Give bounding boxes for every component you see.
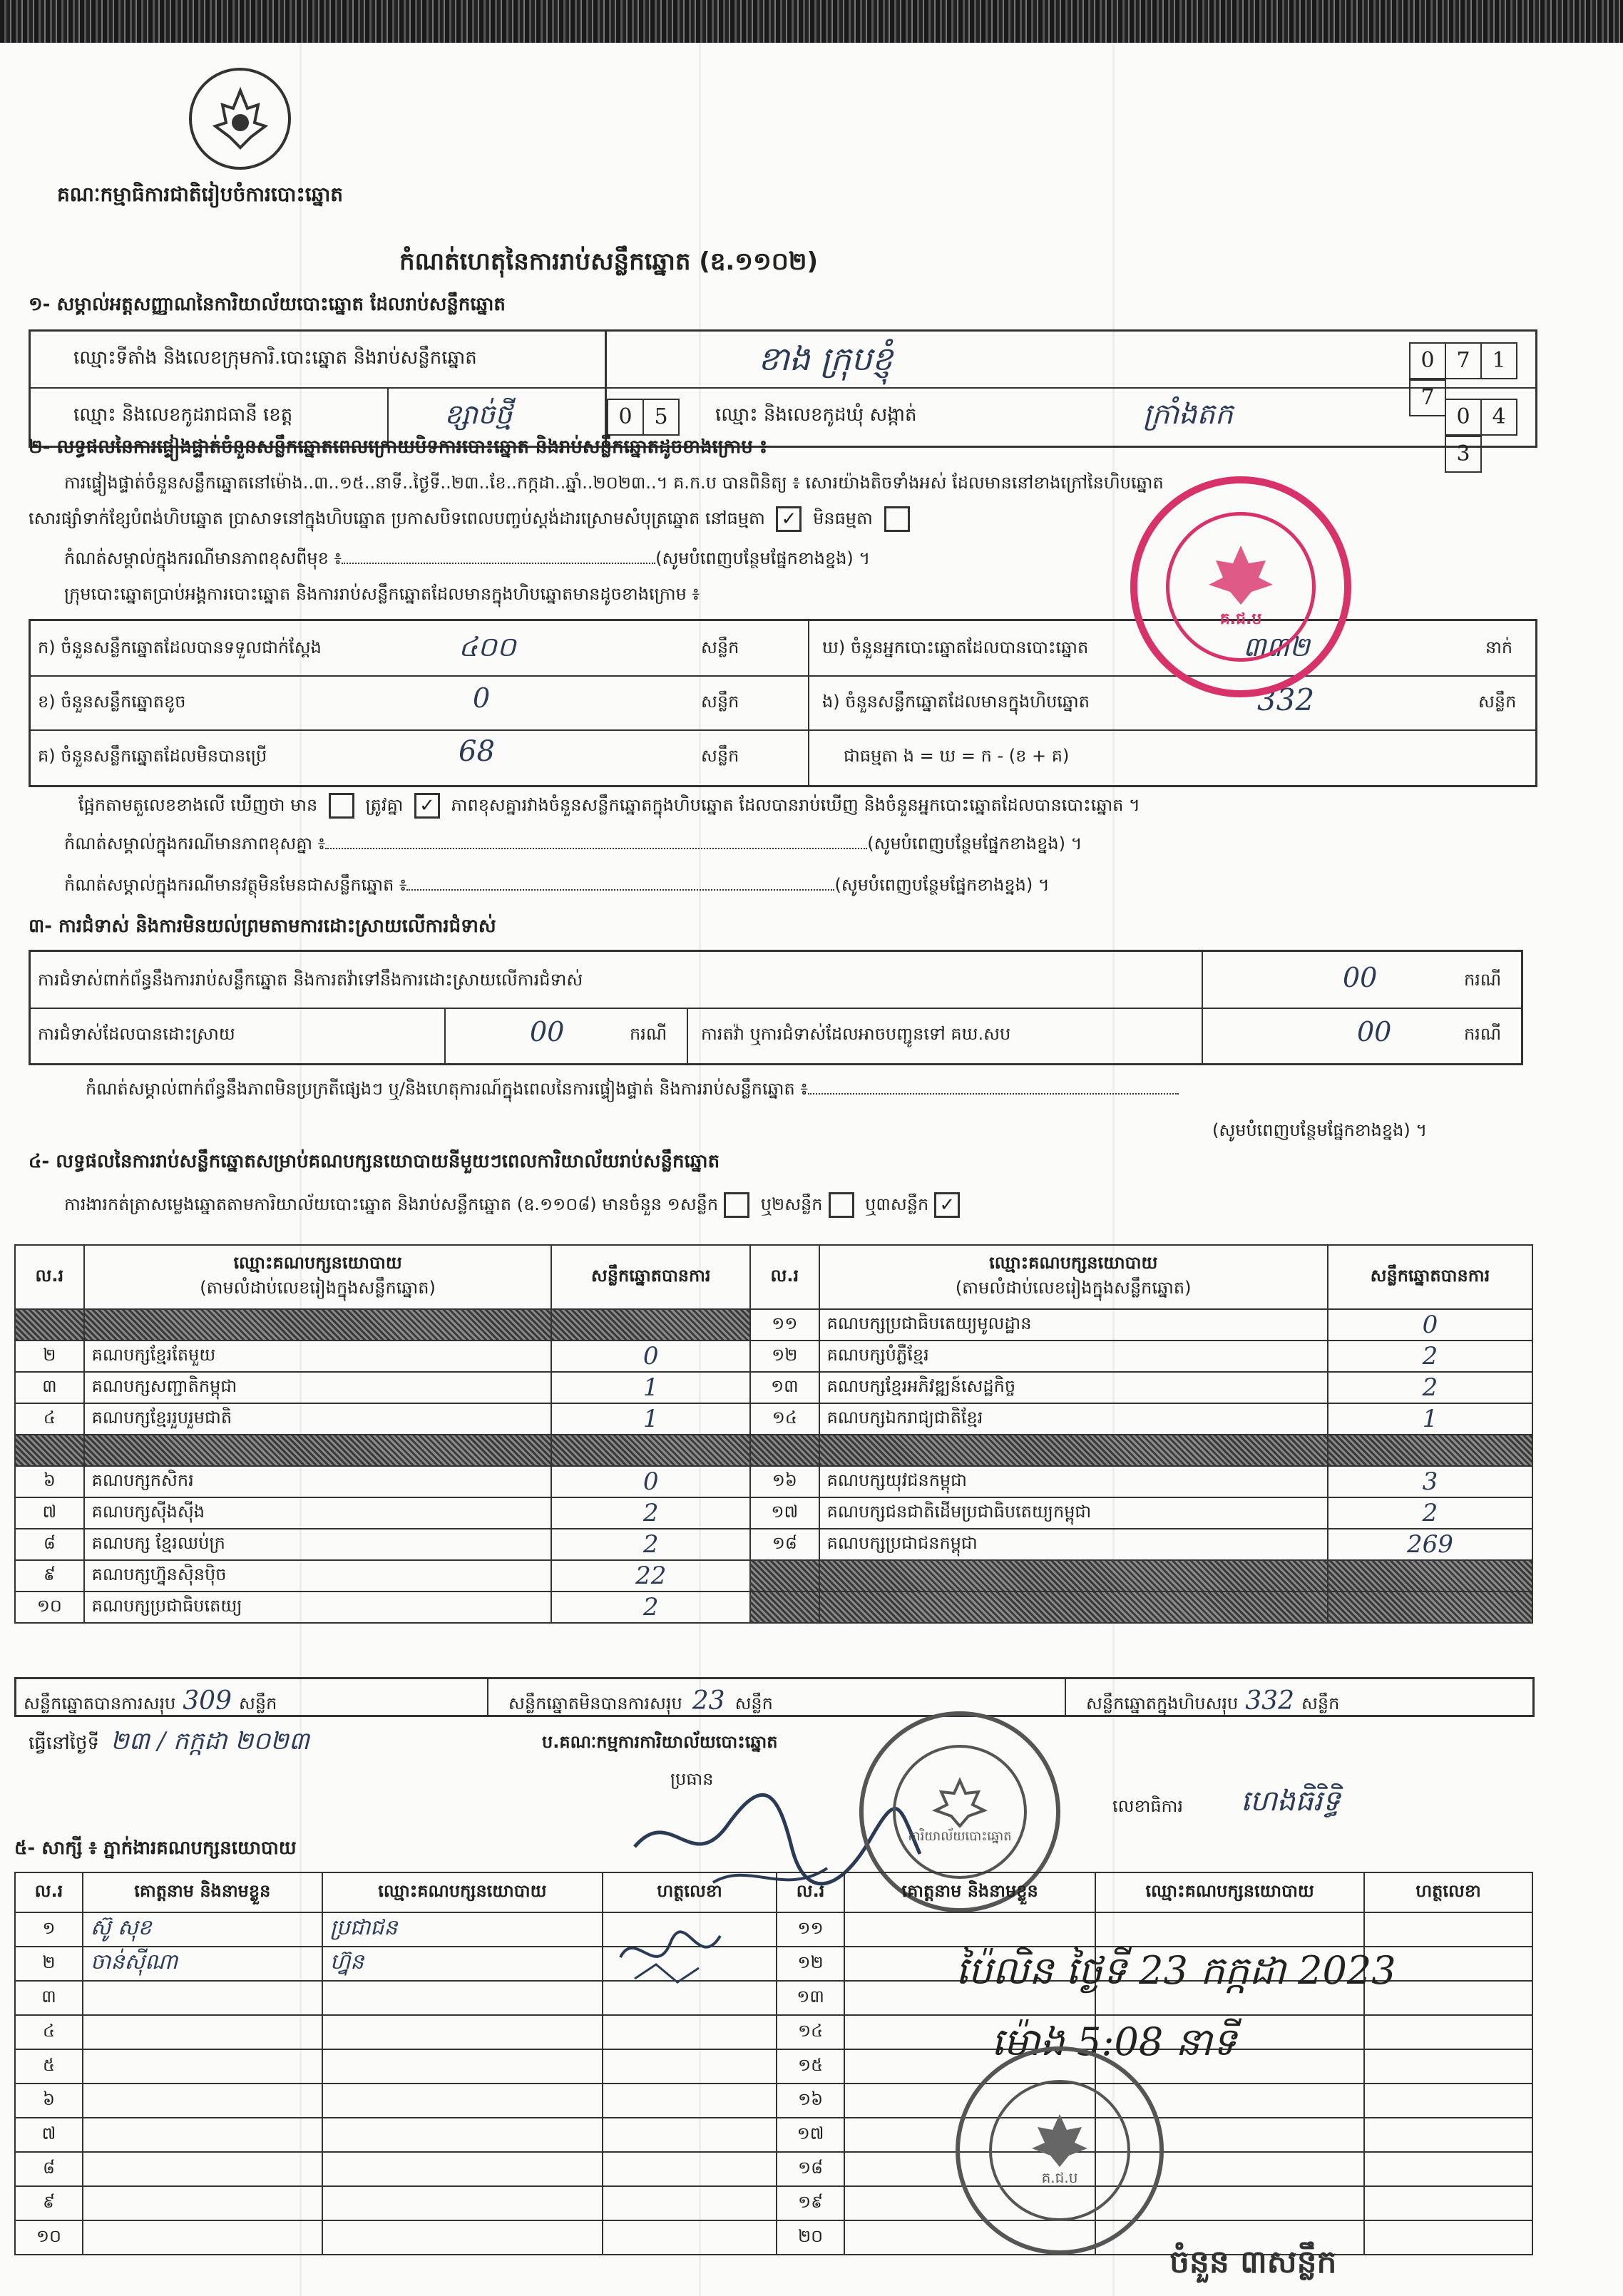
witness-cell: ២០ (777, 2220, 844, 2255)
section3-heading: ៣- ការជំទាស់ និងការមិនយល់ព្រមតាមការដោះស្រាយលើការជំទាស់ (29, 916, 496, 937)
result-party-cell: គណបក្សប្រជាធិបតេយ្យមូលដ្ឋាន (819, 1309, 1328, 1341)
witness-cell: ១០ (15, 2220, 83, 2255)
result-no-cell: ១៤ (750, 1403, 819, 1435)
result-no-cell (15, 1435, 84, 1466)
result-no-cell: ១៨ (750, 1529, 819, 1560)
result-row (15, 1372, 1532, 1403)
witness-cell (1364, 1912, 1532, 1947)
witness-cell: ១៩ (777, 2186, 844, 2220)
result-no-cell: ៨ (15, 1529, 84, 1560)
result-row (15, 1435, 1532, 1466)
witness-cell (1364, 2118, 1532, 2152)
section4-heading: ៤- លទ្ធផលនៃការរាប់សន្លឹកឆ្នោតសម្រាប់គណបក្សនយោបាយនីមួយៗពេលការិយាល័យរាប់សន្លឹកឆ្នោត (29, 1151, 720, 1172)
handwritten-time: ម៉ោង 5:08 នាទី (991, 2019, 1237, 2064)
objections-box (29, 950, 1523, 1065)
date-line: ធ្វើនៅថ្ងៃទី ២៣ / កក្កដា ២០២៣ (29, 1727, 309, 1756)
witness-row (15, 2015, 1532, 2049)
sheet-stamp: ចំនួន ៣សន្លឹក (1169, 2244, 1337, 2280)
result-no-cell: ៦ (15, 1466, 84, 1497)
temple-emblem-icon (205, 83, 276, 155)
col-signature: ហត្ថលេខា (1364, 1872, 1532, 1912)
station-id-box (29, 329, 1537, 466)
witness-cell (83, 2118, 322, 2152)
witness-cell (603, 2015, 777, 2049)
result-votes-cell: 2 (551, 1529, 749, 1560)
unused-label: គ) ចំនួនសន្លឹកឆ្នោតដែលមិនបានប្រើ (38, 746, 267, 766)
result-party-cell: គណបក្សប្រជាធិបតេយ្យ (84, 1592, 552, 1623)
result-votes-cell (1328, 1592, 1532, 1623)
witness-cell (83, 1981, 322, 2015)
seal-emblem-icon (1202, 542, 1280, 606)
result-votes-cell: 3 (1328, 1466, 1532, 1497)
valid-total: សន្លឹកឆ្នោតបានការសរុប 309 សន្លឹក (24, 1686, 277, 1716)
col-party: ឈ្មោះគណបក្សនយោបាយ (1095, 1872, 1364, 1912)
witness-cell: ៨ (15, 2152, 83, 2186)
witness-cell (83, 2152, 322, 2186)
witness-cell (603, 2186, 777, 2220)
witness-cell (83, 2084, 322, 2118)
witness-cell: ប្រជាជន (322, 1912, 603, 1947)
case-unit: ករណី (1464, 970, 1502, 990)
result-party-cell: គណបក្សជនជាតិដើមប្រជាធិបតេយ្យកម្ពុជា (819, 1497, 1328, 1529)
note-line-2: កំណត់សម្គាល់ក្នុងករណីមានភាពខុសគ្នា ៖ (សូមបំពេញបន្ថែមផ្នែកខាងខ្នង) ។ (64, 834, 1082, 854)
result-no-cell: ១០ (15, 1592, 84, 1623)
witness-cell (322, 2186, 603, 2220)
result-party-cell: គណបក្សប្រជាជនកម្ពុជា (819, 1529, 1328, 1560)
box-total: សន្លឹកឆ្នោតក្នុងហិបសរុប 332 សន្លឹក (1086, 1686, 1340, 1716)
case-unit: ករណី (1464, 1024, 1502, 1044)
result-no-cell: ១៣ (750, 1372, 819, 1403)
objection-row-3-value: 00 (1357, 1016, 1392, 1047)
objection-row-1: ការជំទាស់ពាក់ព័ន្ធនឹងការរាប់សន្លឹកឆ្នោត និងការតវ៉ាទៅនឹងការដោះស្រាយលើការជំទាស់ (38, 970, 583, 990)
witness-cell (322, 2049, 603, 2084)
province-label: ឈ្មោះ និងលេខកូដរាជធានី ខេត្ត (73, 404, 293, 426)
result-party-cell: គណបក្ស ខ្មែរឈប់ក្រ (84, 1529, 552, 1560)
match-checkbox[interactable]: ✓ (414, 793, 440, 819)
col-no: ល.រ (15, 1872, 83, 1912)
result-votes-cell: 2 (551, 1592, 749, 1623)
witness-cell: ៧ (15, 2118, 83, 2152)
station-code: 0 7 17 (1410, 342, 1535, 416)
witness-row (15, 2186, 1532, 2220)
col-name: គោត្តនាម និងនាមខ្លួន (83, 1872, 322, 1912)
spoiled-unit: សន្លឹក (701, 692, 739, 712)
witness-row (15, 1912, 1532, 1947)
result-party-cell: គណបក្សកសិករ (84, 1466, 552, 1497)
witness-row (15, 2049, 1532, 2084)
org-name: គណៈកម្មាធិការជាតិរៀបចំការបោះឆ្នោត (57, 183, 344, 206)
note-line-3: កំណត់សម្គាល់ក្នុងករណីមានវត្ថុមិនមែនជាសន្លឹកឆ្នោត ៖ (សូមបំពេញបន្ថែមផ្នែកខាងខ្នង) ។ (64, 875, 1050, 895)
section1-heading: ១- សម្គាល់អត្តសញ្ញាណនៃការិយាល័យបោះឆ្នោត ដែលរាប់សន្លឹកឆ្នោត (29, 294, 506, 315)
witness-cell (1364, 2186, 1532, 2220)
witness-cell: ៥ (15, 2049, 83, 2084)
irregularity-note: កំណត់សម្គាល់ពាក់ព័ន្ធនឹងភាពមិនប្រក្រតីផ្សេងៗ ឬ/និងហេតុការណ៍ក្នុងពេលនៃការផ្ទៀងផ្ទាត់ និងការរាប់សន្លឹកឆ្នោត ៖ (86, 1078, 1179, 1103)
result-votes-cell: 1 (551, 1403, 749, 1435)
objection-row-2-value: 00 (530, 1016, 565, 1047)
result-votes-cell: 1 (551, 1372, 749, 1403)
abnormal-checkbox[interactable] (884, 506, 910, 532)
col-votes: សន្លឹកឆ្នោតបានការ (1328, 1245, 1532, 1309)
result-no-cell: ២ (15, 1341, 84, 1372)
section5-heading: ៥- សាក្សី ៖ ភ្នាក់ងារគណបក្សនយោបាយ (14, 1838, 297, 1859)
case-unit: ករណី (630, 1024, 667, 1044)
result-party-cell (84, 1435, 552, 1466)
witness-cell (322, 2084, 603, 2118)
normal-checkbox[interactable]: ✓ (776, 506, 802, 532)
sheets-2-checkbox[interactable] (829, 1192, 854, 1218)
seal-temple-icon (931, 1778, 988, 1828)
result-no-cell: ៧ (15, 1497, 84, 1529)
result-row (15, 1497, 1532, 1529)
result-votes-cell: 269 (1328, 1529, 1532, 1560)
witness-cell (322, 1981, 603, 2015)
received-value: ៤០០ (459, 631, 516, 662)
scan-top-edge (0, 0, 1623, 43)
sheet-count-line: ការងារកត់ត្រាសម្លេងឆ្នោតតាមការិយាល័យបោះឆ្នោត និងរាប់សន្លឹកឆ្នោត (ឧ.១១០៨) មានចំនួន ១សន្លឹក ឬ២សន្លឹក ឬ៣សន្លឹក ✓ (64, 1192, 966, 1219)
witness-cell: ១៤ (777, 2015, 844, 2049)
result-party-cell: គណបក្សបំភ្លឺខ្មែរ (819, 1341, 1328, 1372)
result-votes-cell: 0 (551, 1466, 749, 1497)
ballots-in-box-label: ង) ចំនួនសន្លឹកឆ្នោតដែលមានក្នុងហិបឆ្នោត (822, 692, 1090, 712)
witness-cell: ១ (15, 1912, 83, 1947)
handwritten-date: ប៉ៃលិន ថ្ងៃទី 23 កក្កដា 2023 (956, 1948, 1396, 1993)
result-party-cell: គណបក្សខ្មែររួបរួមជាតិ (84, 1403, 552, 1435)
result-party-cell: គណបក្សឯករាជ្យជាតិខ្មែរ (819, 1403, 1328, 1435)
witness-cell (1095, 1912, 1364, 1947)
ballots-in-box-value: 332 (1257, 682, 1315, 717)
result-votes-cell (1328, 1435, 1532, 1466)
witness-cell: ៣ (15, 1981, 83, 2015)
witness-cell: ស៊ូ សុខ (83, 1912, 322, 1947)
station-value: ខាង ក្រុបខ្ញុំ (758, 339, 893, 378)
result-party-cell (819, 1560, 1328, 1592)
witness-row (15, 2084, 1532, 2118)
totals-row (14, 1677, 1535, 1717)
result-no-cell: ៤ (15, 1403, 84, 1435)
sheets-3-checkbox[interactable]: ✓ (934, 1192, 960, 1218)
compare-line: ផ្អែកតាមតួលេខខាងលើ ឃើញថា មាន ត្រូវគ្នា ✓ ភាពខុសគ្នារវាងចំនួនសន្លឹកឆ្នោតក្នុងហិបឆ្នោត ដែលបានរាប់ឃើញ និងចំនួនអ្នកបោះឆ្នោតដែលបានបោះឆ្នោត ។ (78, 793, 1140, 819)
witness-cell: ៤ (15, 2015, 83, 2049)
witness-cell (1364, 2152, 1532, 2186)
result-no-cell (750, 1435, 819, 1466)
result-votes-cell (551, 1309, 749, 1341)
witness-cell: ១៣ (777, 1981, 844, 2015)
received-label: ក) ចំនួនសន្លឹកឆ្នោតដែលបានទទួលជាក់ស្តែង (38, 637, 322, 657)
result-no-cell (750, 1592, 819, 1623)
col-no: ល.រ (15, 1245, 84, 1309)
result-votes-cell: 0 (551, 1341, 749, 1372)
sheets-1-checkbox[interactable] (724, 1192, 749, 1218)
note-line-1: កំណត់សម្គាល់ក្នុងករណីមានភាពខុសពីមុខ ៖ (សូមបំពេញបន្ថែមផ្នែកខាងខ្នង) ។ (64, 548, 871, 568)
result-no-cell: ១៦ (750, 1466, 819, 1497)
result-party-cell: គណបក្សស៊ីងស៊ីង (84, 1497, 552, 1529)
unused-value: 68 (459, 735, 495, 768)
seal-line: សោរផ្សាំទាក់ខ្សែបំពង់ហិបឆ្នោត ប្រាសាទនៅក្នុងហិបឆ្នោត ប្រកាសបិទពេលបញ្ចប់ស្តង់ដារស្រោមសំបុត្រឆ្នោត នៅធម្មតា ✓ មិនធម្មតា (29, 506, 916, 533)
result-votes-cell: 1 (1328, 1403, 1532, 1435)
result-no-cell: ៣ (15, 1372, 84, 1403)
result-no-cell: ១៧ (750, 1497, 819, 1529)
witness-cell (83, 2220, 322, 2255)
witness-cell (603, 2152, 777, 2186)
invalid-total: សន្លឹកឆ្នោតមិនបានការសរុប 23 សន្លឹក (508, 1686, 773, 1716)
bottom-official-seal: គ.ជ.ប (956, 2046, 1164, 2255)
witness-cell (83, 2186, 322, 2220)
result-votes-cell: 2 (1328, 1497, 1532, 1529)
result-votes-cell: 22 (551, 1560, 749, 1592)
result-party-cell: គណបក្សខ្មែរតែមួយ (84, 1341, 552, 1372)
objection-row-1-value: 00 (1343, 962, 1378, 993)
witness-cell (1364, 2084, 1532, 2118)
province-code: 0 5 (608, 399, 680, 436)
result-row (15, 1341, 1532, 1372)
witness-cell (322, 2152, 603, 2186)
witness-cell: ចាន់ស៊ីណា (83, 1947, 322, 1981)
verify-line: ការផ្ទៀងផ្ទាត់ចំនួនសន្លឹកឆ្នោតនៅម៉ោង..៣..១៥..នាទី..ថ្ងៃទី..២៣..ខែ..កក្កដា..ឆ្នាំ..២០២៣..។ គ.ក.ប បានពិនិត្យ ៖ សោរយ៉ាងតិចទាំងអស់ ដែលមាននៅខាងក្រៅនៃហិបឆ្នោត (64, 473, 1164, 493)
witness-row (15, 2152, 1532, 2186)
result-party-cell: គណបក្សសញ្ជាតិកម្ពុជា (84, 1372, 552, 1403)
witness-cell: ៦ (15, 2084, 83, 2118)
witness-cell (83, 2015, 322, 2049)
result-votes-cell: 0 (1328, 1309, 1532, 1341)
result-no-cell (15, 1309, 84, 1341)
formula: ជាធម្មតា ង = ឃ = ក - (ខ + គ) (844, 746, 1070, 766)
objection-row-2: ការជំទាស់ដែលបានដោះស្រាយ (38, 1024, 235, 1044)
col-no: ល.រ (750, 1245, 819, 1309)
witness-cell (603, 2084, 777, 2118)
voters-unit: នាក់ (1485, 637, 1513, 657)
red-official-seal: គ.ជ.ប (1130, 476, 1351, 697)
witness-cell (603, 2220, 777, 2255)
result-no-cell: ១១ (750, 1309, 819, 1341)
witness-signature (613, 1915, 727, 1993)
irregularity-hint: (សូមបំពេញបន្ថែមផ្នែកខាងខ្នង) ។ (1212, 1120, 1428, 1140)
witness-cell (322, 2118, 603, 2152)
result-no-cell: ៩ (15, 1560, 84, 1592)
witness-cell: ១៦ (777, 2084, 844, 2118)
result-votes-cell (551, 1435, 749, 1466)
president-label: ប្រធាន (670, 1769, 714, 1789)
objection-row-3: ការតវ៉ា ឬការជំទាស់ដែលអាចបញ្ជូនទៅ គឃ.សប (701, 1024, 1011, 1044)
gray-office-seal: ការិយាល័យបោះឆ្នោត (859, 1711, 1060, 1912)
station-label: ឈ្មោះទីតាំង និងលេខក្រុមការិ.បោះឆ្នោត និងរាប់សន្លឹកឆ្នោត (73, 347, 477, 369)
col-party: ឈ្មោះគណបក្សនយោបាយ (តាមលំដាប់លេខរៀងក្នុងសន្លឹកឆ្នោត) (84, 1245, 552, 1309)
col-name: គោត្តនាម និងនាមខ្លួន (844, 1872, 1095, 1912)
committee-label: ប.គណៈកម្មការការិយាល័យបោះឆ្នោត (542, 1732, 778, 1752)
witness-cell (1364, 2049, 1532, 2084)
col-no: ល.រ (777, 1872, 844, 1912)
nec-logo (189, 68, 291, 170)
result-no-cell (750, 1560, 819, 1592)
result-votes-cell (1328, 1560, 1532, 1592)
result-row (15, 1466, 1532, 1497)
spoiled-label: ខ) ចំនួនសន្លឹកឆ្នោតខូច (38, 692, 186, 712)
result-party-cell (84, 1309, 552, 1341)
result-row (15, 1403, 1532, 1435)
ballots-in-box-unit: សន្លឹក (1478, 692, 1517, 712)
section2-heading: ២- លទ្ធផលនៃការផ្ទៀងផ្ទាត់ចំនួនសន្លឹកឆ្នោតពេលក្រោយបិទការបោះឆ្នោត និងរាប់សន្លឹកឆ្នោតដូចខាងក្រោម ៖ (29, 436, 768, 458)
results-table (14, 1244, 1533, 1624)
witness-cell: ២ (15, 1947, 83, 1981)
diff-checkbox[interactable] (329, 793, 354, 819)
witness-cell (322, 2220, 603, 2255)
witness-cell: ១៧ (777, 2118, 844, 2152)
col-votes: សន្លឹកឆ្នោតបានការ (551, 1245, 749, 1309)
witness-cell: ៩ (15, 2186, 83, 2220)
witness-cell: ១៨ (777, 2152, 844, 2186)
witness-row (15, 2118, 1532, 2152)
province-value: ខ្សាច់ថ្មី (444, 399, 513, 430)
secretary-label: លេខាធិការ (1112, 1796, 1184, 1816)
result-row (15, 1309, 1532, 1341)
result-row (15, 1529, 1532, 1560)
witness-cell (83, 2049, 322, 2084)
result-votes-cell: 2 (551, 1497, 749, 1529)
witness-cell: ១៥ (777, 2049, 844, 2084)
result-row (15, 1592, 1532, 1623)
result-row (15, 1560, 1532, 1592)
spoiled-value: 0 (473, 682, 491, 714)
witness-cell (1364, 2220, 1532, 2255)
witness-cell (1364, 2015, 1532, 2049)
result-party-cell: គណបក្សខ្មែរអភិវឌ្ឍន៍សេដ្ឋកិច្ច (819, 1372, 1328, 1403)
result-no-cell: ១២ (750, 1341, 819, 1372)
commune-label: ឈ្មោះ និងលេខកូដឃុំ សង្កាត់ (715, 404, 917, 426)
witness-cell (603, 2118, 777, 2152)
voters-label: ឃ) ចំនួនអ្នកបោះឆ្នោតដែលបានបោះឆ្នោត (822, 637, 1089, 657)
witness-cell: ១២ (777, 1947, 844, 1981)
col-party: ឈ្មោះគណបក្សនយោបាយ (322, 1872, 603, 1912)
commune-value: ក្រាំងតក (1143, 398, 1234, 431)
col-signature: ហត្ថលេខា (603, 1872, 777, 1912)
unused-unit: សន្លឹក (701, 746, 739, 766)
result-party-cell: គណបក្សយុវជនកម្ពុជា (819, 1466, 1328, 1497)
witness-table (14, 1872, 1533, 2255)
col-party: ឈ្មោះគណបក្សនយោបាយ (តាមលំដាប់លេខរៀងក្នុងសន្លឹកឆ្នោត) (819, 1245, 1328, 1309)
count-intro: ក្រុមបោះឆ្នោតប្រាប់អង្គការបោះឆ្នោត និងការរាប់សន្លឹកឆ្នោតដែលមានក្នុងហិបឆ្នោតមានដូចខាងក្រោម ៖ (64, 584, 700, 604)
secretary-signature: ហេងធិរិទ្ធិ (1241, 1785, 1341, 1818)
result-votes-cell: 2 (1328, 1372, 1532, 1403)
result-party-cell (819, 1592, 1328, 1623)
witness-cell (322, 2015, 603, 2049)
result-votes-cell: 2 (1328, 1341, 1532, 1372)
seal-emblem-icon (1028, 2111, 1092, 2168)
commune-code: 0 43 (1446, 399, 1535, 473)
witness-cell (603, 2049, 777, 2084)
witness-cell (844, 1912, 1095, 1947)
witness-cell: ហ្វ៊ុន (322, 1947, 603, 1981)
voters-value: ៣៣២ (1243, 631, 1310, 662)
page-title: កំណត់ហេតុនៃការរាប់សន្លឹកឆ្នោត (ឧ.១១០២) (399, 247, 819, 276)
received-unit: សន្លឹក (701, 637, 739, 657)
result-party-cell (819, 1435, 1328, 1466)
result-party-cell: គណបក្សហ្វ៊ុនស៊ិនប៉ិច (84, 1560, 552, 1592)
witness-cell: ១១ (777, 1912, 844, 1947)
